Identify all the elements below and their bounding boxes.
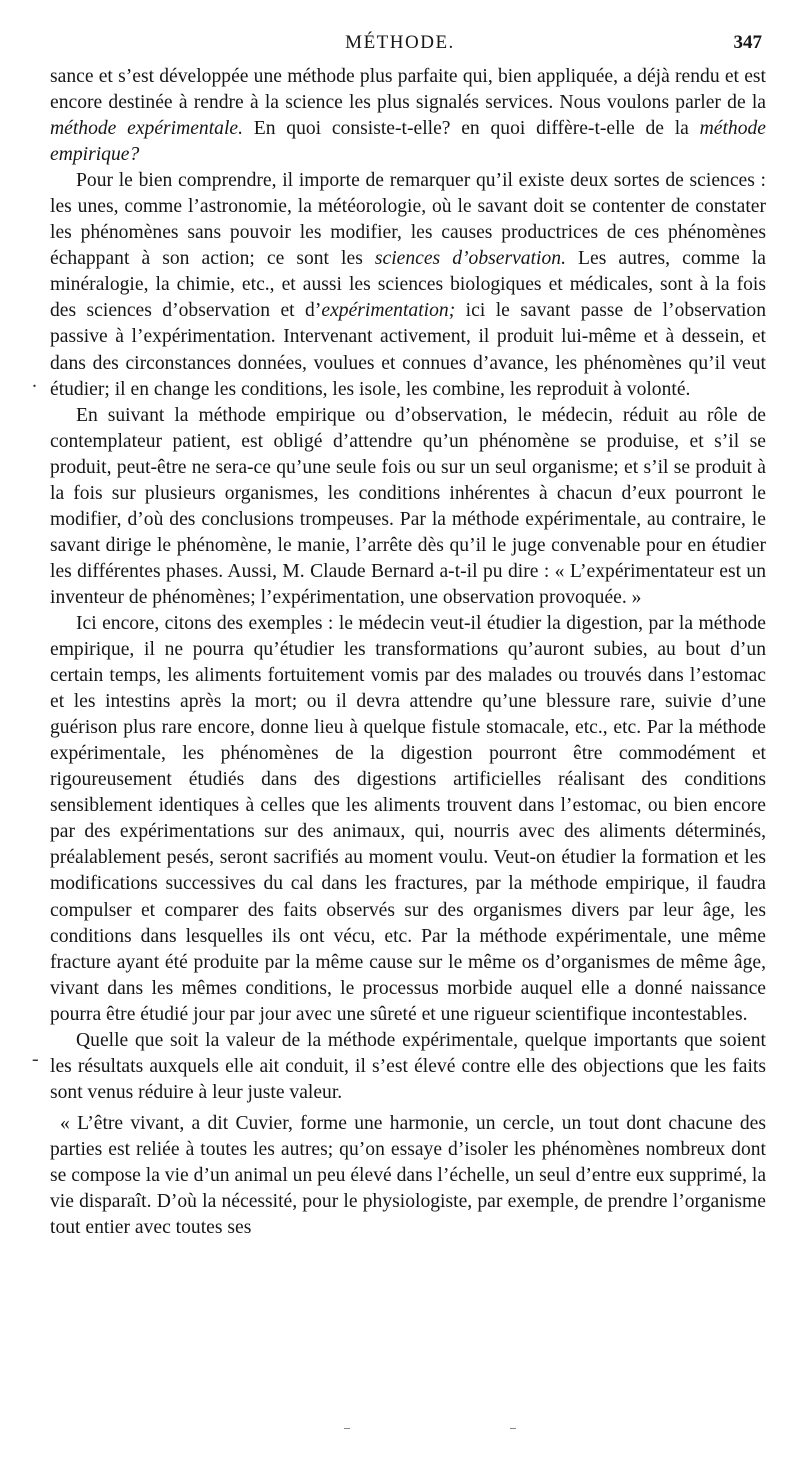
italic-term: méthode expérimentale. xyxy=(50,118,244,140)
text-run: ici le savant passe de l’observation passive à l’expérimentation. Intervenant activement, il produit lui-même et à dessein, et dans des circonstances données, voulues et connues d’avance, les phénomènes qu’il veut étudier; il en change les conditions, les isole, les combine, les reproduit à volonté. xyxy=(50,300,766,400)
scan-tick xyxy=(510,1428,516,1429)
text-run: Quelle que soit la valeur de la méthode expérimentale, quelque importants que soient les résultats auxquels elle ait conduit, il s’est élevé contre elle des objections que les faits sont venus réduire à leur juste valeur. xyxy=(50,1029,766,1103)
running-head xyxy=(0,26,800,60)
paragraph-4 xyxy=(50,611,766,1028)
text-run: En suivant la méthode empirique ou d’observation, le médecin, réduit au rôle de contemplateur patient, est obligé d’attendre qu’un phénomène se produise, et s’il se produit, peut-être ne sera-ce qu’une seule fois ou sur un seul organisme; et s’il se produit à la fois sur plusieurs organismes, les conditions inhérentes à chacun d’eux pourront le modifier, d’où des conclusions trompeuses. Par la méthode expérimentale, au contraire, le savant dirige le phénomène, le manie, l’arrête dès qu’il le juge convenable pour en étudier les différentes phases. Aussi, M. Claude Bernard a-t-il pu dire : « L’expérimentateur est un inventeur de phénomènes; l’expérimentation, une observation provoquée. » xyxy=(50,404,766,608)
margin-dot-mark: . xyxy=(32,370,37,392)
bottom-scan-marks xyxy=(0,1428,800,1438)
paragraph-2 xyxy=(50,168,766,402)
scan-tick xyxy=(344,1428,350,1429)
italic-term: expérimentation; xyxy=(321,300,456,322)
body-text xyxy=(50,64,766,1241)
text-run: En quoi consiste-t-elle? en quoi diffère-t-elle de la xyxy=(243,118,700,140)
text-run: Ici encore, citons des exemples : le médecin veut-il étudier la digestion, par la méthode empirique, il ne pourra qu’étudier les transformations qu’auront subies, au bout d’un certain temps, les aliments fortuitement vomis par des malades ou trouvés dans l’estomac et les intestins après la mort; ou il devra attendre qu’une blessure rare, suivie d’une guérison plus rare encore, donne lieu à quelque fistule stomacale, etc., etc. Par la méthode expérimentale, les phénomènes de la digestion pourront être commodément et rigoureusement étudiés dans des digestions artificielles réalisant des conditions sensiblement identiques à celles que les aliments trouvent dans l’estomac, ou bien encore par des expérimentations sur des animaux, qui, nourris avec des aliments déterminés, préalablement pesés, seront sacrifiés au moment voulu. Veut-on étudier la formation et les modifications successives du cal dans les fractures, par la méthode empirique, il faudra compulser et comparer des faits observés sur des organismes divers par leur âge, les conditions dans lesquelles ils ont vécu, etc. Par la méthode expérimentale, une même fracture ayant été produite par la même cause sur le même os d’organismes de même âge, vivant dans les mêmes conditions, le processus morbide auquel elle a donné naissance pourra être étudié jour par jour avec une sûreté et une rigueur scientifique incontestables. xyxy=(50,612,766,1025)
paragraph-1 xyxy=(50,64,766,168)
text-run: sance et s’est développée une méthode plus parfaite qui, bien appliquée, a déjà rendu et est encore destinée à rendre à la science les plus signalés services. Nous voulons parler de la xyxy=(50,66,766,114)
running-head-title: MÉTHODE. xyxy=(345,32,455,53)
text-run: « L’être vivant, a dit Cuvier, forme une harmonie, un cercle, un tout dont chacune des parties est reliée à toutes les autres; qu’on essaye d’isoler les phénomènes nombreux dont se compose la vie d’un animal un peu élevé dans l’échelle, un seul d’entre eux supprimé, la vie disparaît. D’où la nécessité, pour le physiologiste, par exemple, de prendre l’organisme tout entier avec toutes ses xyxy=(50,1112,767,1239)
paragraph-5 xyxy=(50,1028,766,1106)
text-run: Les autres, comme la minéralogie, la chimie, etc., et aussi les sciences biologiques et médicales, sont à la fois des sciences d’observation et d’ xyxy=(50,248,766,322)
paragraph-6 xyxy=(50,1111,766,1241)
margin-dash-mark: - xyxy=(32,1048,39,1070)
italic-term: sciences d’observation. xyxy=(374,248,566,270)
text-run: Pour le bien comprendre, il importe de remarquer qu’il existe deux sortes de sciences : les unes, comme l’astronomie, la météorologie, où le savant doit se contenter de constater les phénomènes sans pouvoir les modifier, les causes productrices de ces phénomènes échappant à son action; ce sont les xyxy=(50,170,766,270)
italic-term: méthode empirique? xyxy=(50,118,766,166)
paragraph-3 xyxy=(50,403,766,611)
page-number: 347 xyxy=(733,32,762,53)
